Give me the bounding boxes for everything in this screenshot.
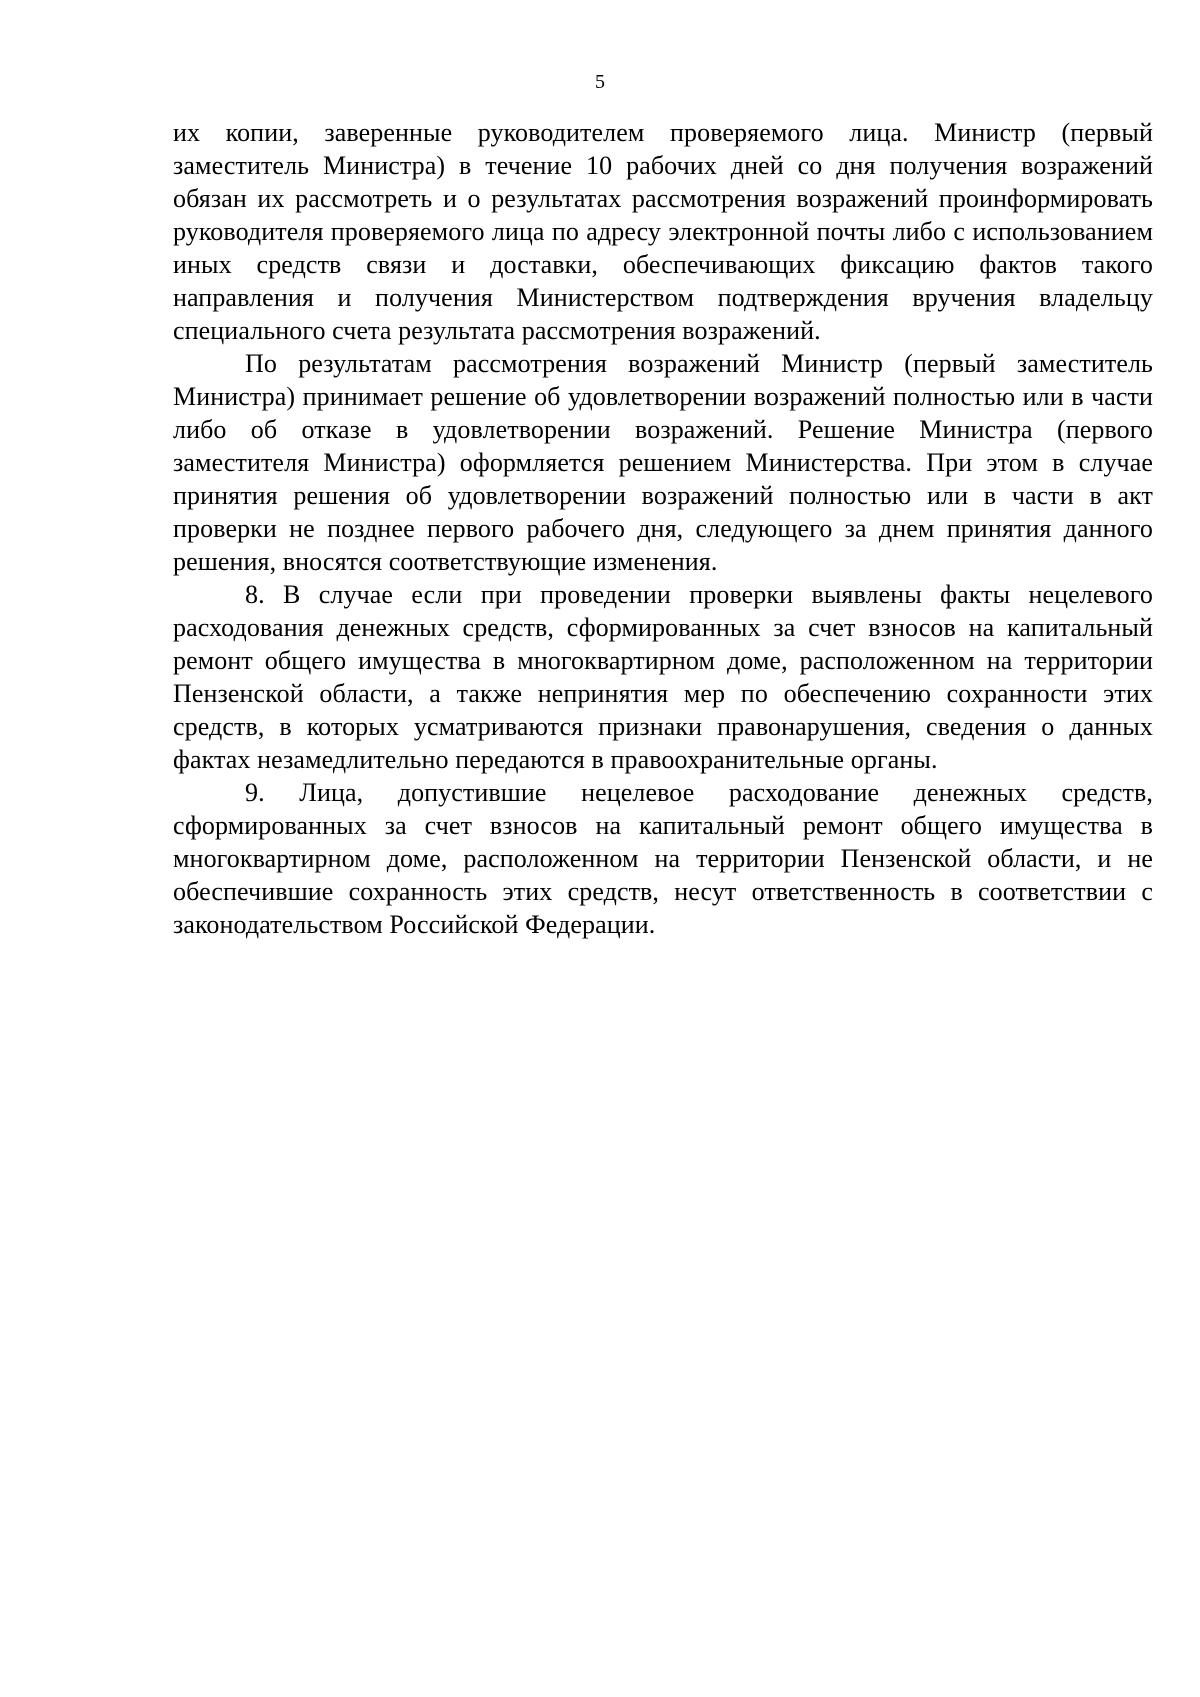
paragraph-objections-decision: По результатам рассмотрения возражений Министр (первый заместитель Министра) принимает решение об удовлетворении возражений полностью или в части либо об отказе в удовлетворении возражений. Решение Министра (первого заместителя Министра) оформляется решением Министерства. При этом в случае принятия решения об удовлетворении возражений полностью или в части в акт проверки не позднее первого рабочего дня, следующего за днем принятия данного решения, вносятся соответствующие изменения. xyxy=(173,349,1153,576)
page-number: 5 xyxy=(595,71,605,93)
paragraph-continuation: их копии, заверенные руководителем проверяемого лица. Министр (первый заместитель Министра) в течение 10 рабочих дней со дня получения возражений обязан их рассмотреть и о результатах рассмотрения возражений проинформировать руководителя проверяемого лица по адресу электронной почты либо с использованием иных средств связи и доставки, обеспечивающих фиксацию фактов такого направления и получения Министерством подтверждения вручения владельцу специального счета результата рассмотрения возражений. xyxy=(173,118,1153,345)
document-body xyxy=(173,116,1153,941)
paragraph-item-8: 8. В случае если при проведении проверки выявлены факты нецелевого расходования денежных средств, сформированных за счет взносов на капитальный ремонт общего имущества в многоквартирном доме, расположенном на территории Пензенской области, а также непринятия мер по обеспечению сохранности этих средств, в которых усматриваются признаки правонарушения, сведения о данных фактах незамедлительно передаются в правоохранительные органы. xyxy=(173,580,1153,774)
paragraph-item-9: 9. Лица, допустившие нецелевое расходование денежных средств, сформированных за счет взносов на капитальный ремонт общего имущества в многоквартирном доме, расположенном на территории Пензенской области, и не обеспечившие сохранность этих средств, несут ответственность в соответствии с законодательством Российской Федерации. xyxy=(173,778,1153,939)
